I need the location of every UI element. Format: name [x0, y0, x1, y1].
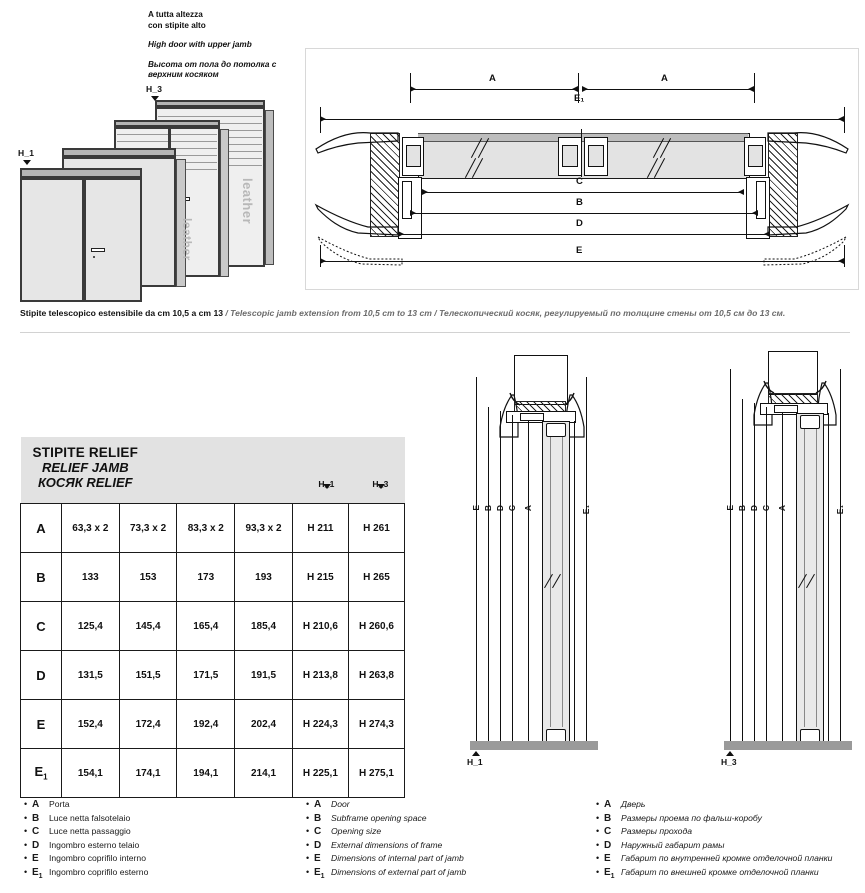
bullet-icon: • [24, 812, 28, 823]
table-title-en: RELIEF JAMB [41, 460, 129, 475]
cell-r1-c2: 73,3 x 2 [119, 504, 177, 553]
dim-c: C [576, 176, 583, 187]
cell-r3-c5: H 210,6 [292, 602, 348, 651]
legend-key: E [314, 853, 321, 865]
intro-english: High door with upper jamb [148, 40, 252, 49]
bullet-icon: • [306, 839, 310, 850]
cell-r4-c3: 171,5 [177, 651, 235, 700]
legend-key: $E_1$ [604, 866, 615, 880]
cell-r4-c5: H 213,8 [292, 651, 348, 700]
marker-h1-label: H_1 [18, 148, 35, 158]
legend-key: B [32, 812, 40, 824]
legend-key: C [32, 826, 40, 838]
section-label-h3: H_3 [721, 757, 737, 767]
intro-russian-line2: верхним косяком [148, 70, 219, 79]
cell-r3-c6: H 260,6 [348, 602, 404, 651]
cell-r5-c2: 172,4 [119, 700, 177, 749]
cell-r6-c5: H 225,1 [292, 749, 348, 798]
table-title-block [33, 445, 139, 490]
leaf-top-core-h3 [800, 415, 820, 429]
legend-desc: Door [331, 799, 350, 809]
legend-desc: Ingombro coprifilo esterno [49, 866, 149, 877]
table-header-row [21, 437, 405, 504]
legend-item-it-e [24, 852, 304, 866]
legend-key: A [314, 799, 322, 810]
chevron-up-icon [726, 751, 734, 756]
legend-item-ru-c [596, 825, 865, 839]
legend-desc: Porta [49, 799, 70, 809]
bullet-icon: • [24, 799, 28, 809]
legend-desc: Luce netta falsotelaio [49, 812, 131, 823]
leather-watermark-2: leather [180, 218, 194, 261]
vdim-e1-h3: E₁ [835, 505, 845, 515]
cell-r3-c1: 125,4 [62, 602, 120, 651]
chevron-down-icon [377, 484, 385, 500]
bullet-icon: • [24, 866, 28, 877]
isometric-door-illustration [0, 0, 300, 300]
col-marker-h1 [298, 479, 356, 500]
bullet-icon: • [24, 853, 28, 864]
legend-item-it-e1 [24, 866, 304, 884]
cell-r4-c1: 131,5 [62, 651, 120, 700]
cell-r1-c1: 63,3 x 2 [62, 504, 120, 553]
vdim-c-h3: C [761, 505, 771, 512]
legend-item-en-b [306, 812, 596, 826]
head-seal-h3 [774, 405, 798, 413]
floor-bar-h3 [724, 741, 852, 750]
legend-key: E [32, 853, 39, 865]
table-row [21, 553, 405, 602]
vdim-b-h1: B [483, 505, 493, 512]
cell-r5-c6: H 274,3 [348, 700, 404, 749]
legend-key: D [314, 839, 322, 851]
door-1-handle [91, 248, 105, 252]
table-title-it: STIPITE RELIEF [32, 445, 139, 460]
door-1-panel [20, 178, 142, 302]
vdim-d-h1: D [495, 505, 505, 512]
legend-key: C [604, 826, 612, 838]
legend-desc: Dimensions of internal part of jamb [331, 853, 464, 864]
legend-desc: Габарит по внутренней кромке отделочной планки [621, 853, 833, 864]
col-marker-h1-label: H_1 [318, 479, 335, 489]
cell-r1-c3: 83,3 x 2 [177, 504, 235, 553]
vertical-section-h3 [718, 345, 865, 775]
col-marker-h3-label: H_3 [372, 479, 389, 489]
legend-desc: Dimensions of external part of jamb [331, 866, 467, 877]
legend-item-it-d [24, 839, 304, 853]
legend-english [306, 798, 596, 884]
intro-italian-line2: con stipite alto [148, 20, 206, 30]
row-key-3: C [21, 602, 62, 651]
vdim-e-h3: E [725, 505, 735, 511]
table-title-ru: КОСЯК RELIEF [37, 475, 133, 490]
dim-d: D [576, 218, 583, 229]
row-key-2: B [21, 553, 62, 602]
cell-r6-c2: 174,1 [119, 749, 177, 798]
door-3-header [114, 120, 220, 127]
legend-item-it-b [24, 812, 304, 826]
caption-russian: Телескопический косяк, регулируемый по толщине стены от 10,5 см до 13 см. [439, 308, 786, 318]
caption-italian: Stipite telescopico estensibile da cm 10,5 a cm 13 [20, 308, 223, 318]
cell-r4-c4: 191,5 [235, 651, 293, 700]
vdim-d-h3: D [749, 505, 759, 512]
legend-desc: External dimensions of frame [331, 839, 443, 850]
marker-h3-label: H_3 [146, 84, 163, 94]
dim-e1-top: E₁ [574, 93, 585, 104]
leather-watermark-4: leather [240, 178, 255, 225]
cell-r5-c1: 152,4 [62, 700, 120, 749]
bullet-icon: • [596, 839, 600, 850]
leaf-top-core-h1 [546, 423, 566, 437]
cell-r5-c3: 192,4 [177, 700, 235, 749]
vdim-a-h1: A [523, 505, 533, 512]
cell-r2-c6: H 265 [348, 553, 404, 602]
dim-a-left: A [489, 73, 496, 84]
legend-key: C [314, 826, 322, 838]
legend-key: D [32, 839, 40, 851]
legend-item-en-a [306, 798, 596, 812]
legend-key: D [604, 839, 612, 851]
legend-item-en-c [306, 825, 596, 839]
cell-r1-c6: H 261 [348, 504, 404, 553]
caption-english: Telescopic jamb extension from 10,5 cm to 13 cm [230, 308, 432, 318]
chevron-down-icon [323, 484, 331, 500]
chevron-up-icon [472, 751, 480, 756]
table-row [21, 504, 405, 553]
head-seal-h1 [520, 413, 544, 421]
bullet-icon: • [306, 866, 310, 877]
row-key-1: A [21, 504, 62, 553]
section-label-h1: H_1 [467, 757, 483, 767]
vdim-c-h1: C [507, 505, 517, 512]
caption-sep-1: / [223, 308, 231, 318]
cell-r1-c4: 93,3 x 2 [235, 504, 293, 553]
row-key-6: $E_1$ [21, 749, 62, 798]
intro-italian-line1: A tutta altezza [148, 10, 203, 19]
legend-desc: Размеры прохода [621, 826, 692, 837]
legend-key: E [604, 853, 611, 865]
dim-e: E [576, 245, 583, 256]
legend-desc: Габарит по внешней кромке отделочной планки [621, 866, 819, 877]
legend-item-ru-d [596, 839, 865, 853]
row-key-4: D [21, 651, 62, 700]
legend-key: $E_1$ [314, 866, 325, 880]
legend-desc: Ingombro esterno telaio [49, 839, 140, 850]
horizontal-section-drawing [305, 48, 859, 290]
cell-r6-c4: 214,1 [235, 749, 293, 798]
cell-r2-c4: 193 [235, 553, 293, 602]
legend-desc: Luce netta passaggio [49, 826, 131, 837]
cell-r2-c2: 153 [119, 553, 177, 602]
table-row [21, 700, 405, 749]
legend-key: B [604, 812, 612, 824]
legend-key: A [32, 799, 40, 810]
bullet-icon: • [596, 812, 600, 823]
legend-key: A [604, 799, 612, 810]
legend-item-en-e1 [306, 866, 596, 884]
legend-desc: Наружный габарит рамы [621, 839, 725, 850]
legend-item-it-c [24, 825, 304, 839]
bullet-icon: • [596, 866, 600, 877]
cell-r3-c4: 185,4 [235, 602, 293, 651]
bullet-icon: • [306, 853, 310, 864]
bullet-icon: • [596, 826, 600, 837]
vdim-b-h3: B [737, 505, 747, 512]
cell-r3-c2: 145,4 [119, 602, 177, 651]
bullet-icon: • [24, 826, 28, 837]
legend-item-en-e [306, 852, 596, 866]
legend-russian [596, 798, 865, 884]
dim-b: B [576, 197, 583, 208]
door-2-header [62, 148, 176, 157]
legend-key: B [314, 812, 322, 824]
legend-item-ru-e1 [596, 866, 865, 884]
bullet-icon: • [24, 839, 28, 850]
cell-r2-c1: 133 [62, 553, 120, 602]
caption-strip [20, 307, 850, 319]
bullet-icon: • [596, 853, 600, 864]
legend-item-ru-e [596, 852, 865, 866]
dim-a-right: A [661, 73, 668, 84]
door-4-header [155, 100, 265, 107]
section-divider [20, 332, 850, 333]
cell-r4-c2: 151,5 [119, 651, 177, 700]
legend-desc: Opening size [331, 826, 382, 837]
cell-r6-c1: 154,1 [62, 749, 120, 798]
bullet-icon: • [596, 799, 600, 809]
intro-russian-line1: Высота от пола до потолка с [148, 59, 277, 69]
legend-italian [24, 798, 304, 884]
col-marker-h3 [356, 479, 406, 500]
legend-key: $E_1$ [32, 866, 43, 880]
vdim-e-h1: E [471, 505, 481, 511]
legend-desc: Размеры проема по фальш-коробу [621, 812, 762, 823]
cell-r4-c6: H 263,8 [348, 651, 404, 700]
cell-r5-c4: 202,4 [235, 700, 293, 749]
cell-r6-c3: 194,1 [177, 749, 235, 798]
door-1-header [20, 168, 142, 178]
vdim-a-h3: A [777, 505, 787, 512]
legend-desc: Ingombro coprifilo interno [49, 853, 146, 864]
cell-r2-c5: H 215 [292, 553, 348, 602]
cell-r1-c5: H 211 [292, 504, 348, 553]
legend-item-ru-a [596, 798, 865, 812]
table-row [21, 602, 405, 651]
floor-bar-h1 [470, 741, 598, 750]
legend-desc: Subframe opening space [331, 812, 427, 823]
caption-sep-2: / [431, 308, 440, 318]
cell-r2-c3: 173 [177, 553, 235, 602]
door-1-keyhole [93, 256, 95, 258]
spec-table [20, 437, 405, 798]
bullet-icon: • [306, 826, 310, 837]
legend-item-it-a [24, 798, 304, 812]
legend-item-en-d [306, 839, 596, 853]
break-symbol-h1 [544, 573, 570, 591]
table-body [21, 504, 405, 798]
bullet-icon: • [306, 812, 310, 823]
table-header-cell [21, 437, 405, 504]
bullet-icon: • [306, 799, 310, 809]
table-row [21, 749, 405, 798]
cell-r3-c3: 165,4 [177, 602, 235, 651]
cell-r5-c5: H 224,3 [292, 700, 348, 749]
vdim-e1-h1: E₁ [581, 505, 591, 515]
legend-desc: Дверь [621, 799, 646, 809]
row-key-5: E [21, 700, 62, 749]
cell-r6-c6: H 275,1 [348, 749, 404, 798]
vertical-section-h1 [462, 345, 662, 775]
break-symbol-h3 [798, 573, 824, 591]
table-row [21, 651, 405, 700]
legend-item-ru-b [596, 812, 865, 826]
